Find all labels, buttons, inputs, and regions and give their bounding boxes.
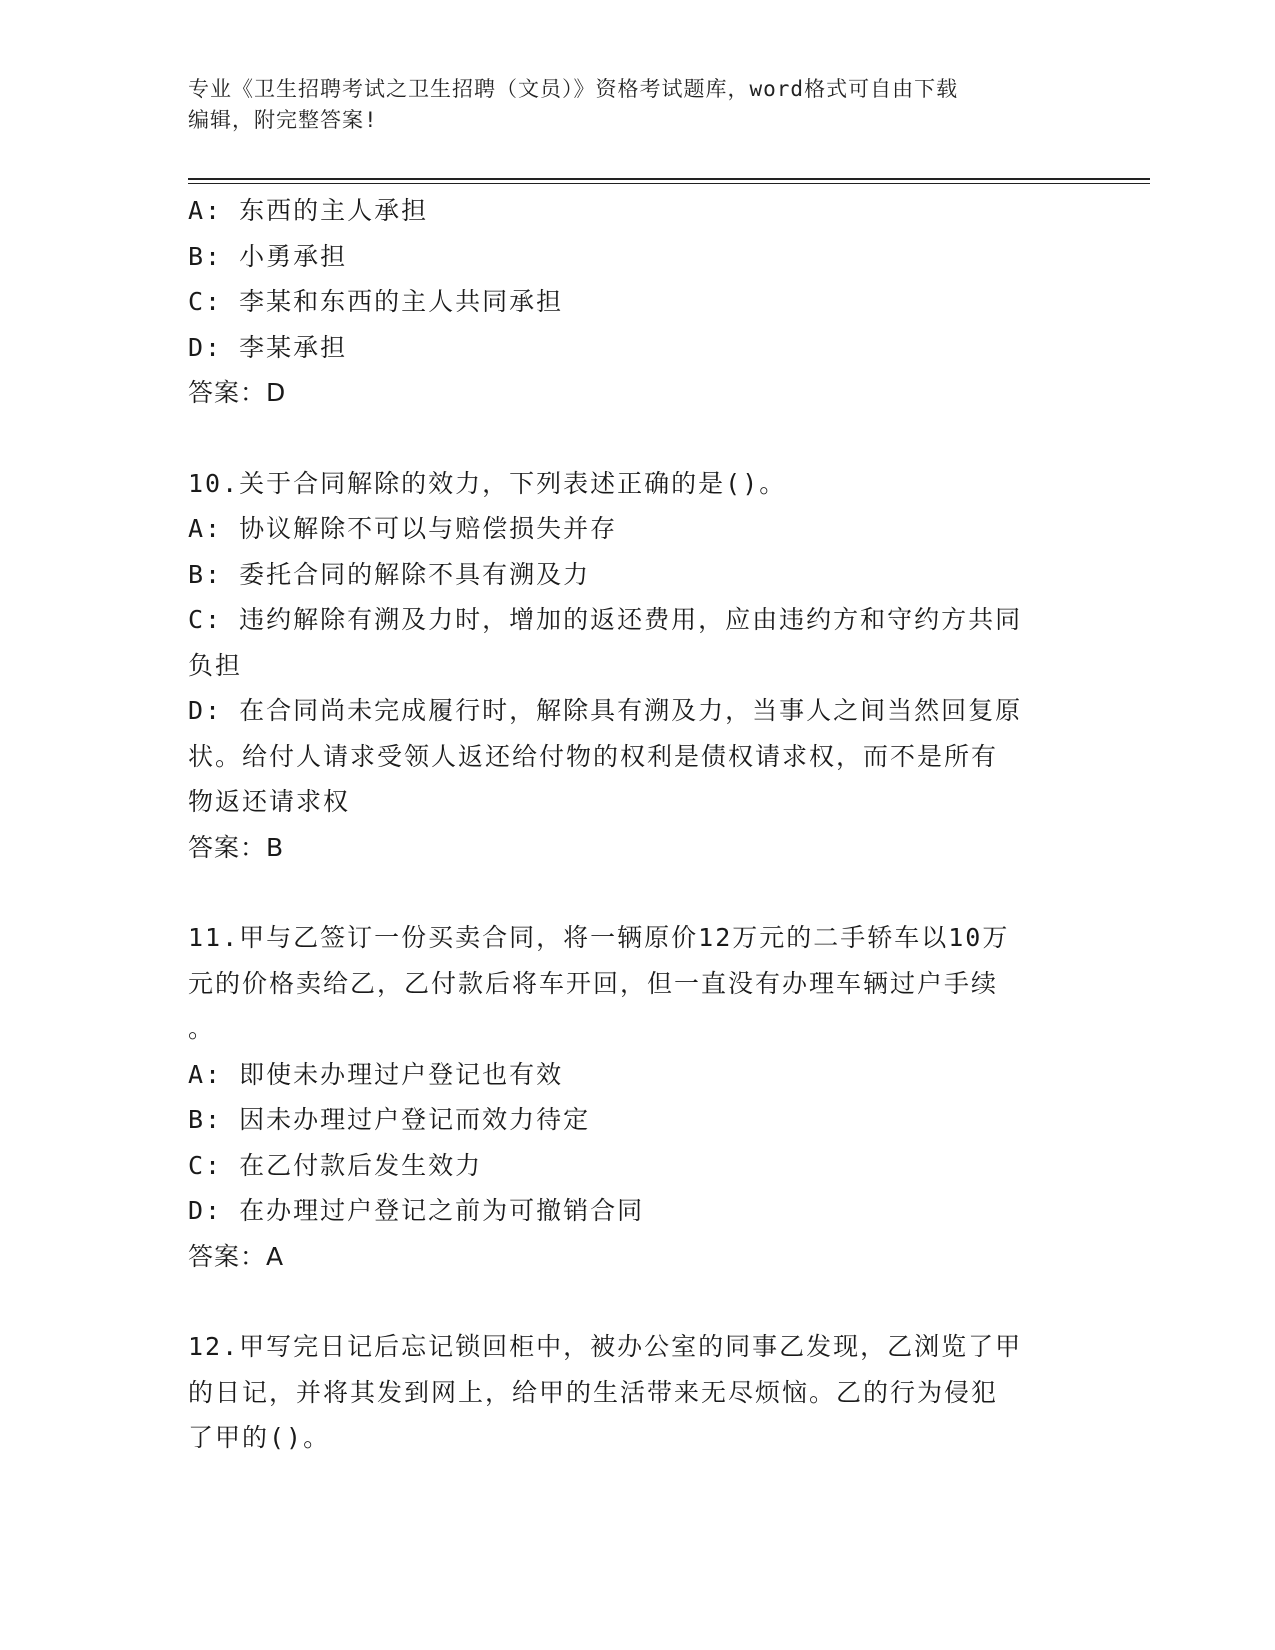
question-stem: 10.关于合同解除的效力，下列表述正确的是()。: [188, 468, 787, 498]
document-body: [188, 188, 1078, 1461]
spacer: [188, 416, 1078, 461]
document-header: [188, 74, 1068, 136]
option-d: D: 在办理过户登记之前为可撤销合同: [188, 1196, 645, 1225]
option-a: A: 即使未办理过户登记也有效: [188, 1059, 564, 1089]
option-b: B: 委托合同的解除不具有溯及力: [188, 559, 591, 589]
option-a: A: 协议解除不可以与赔偿损失并存: [188, 514, 618, 543]
option-c: C: 李某和东西的主人共同承担: [188, 287, 564, 316]
question-9: [188, 188, 1078, 416]
option-a: A: 东西的主人承担: [188, 196, 429, 225]
answer: 答案：A: [188, 1241, 285, 1271]
question-12: [188, 1324, 1078, 1461]
option-d-line-2: 状。给付人请求受领人返还给付物的权利是债权请求权，而不是所有: [188, 741, 999, 771]
option-c: C: 在乙付款后发生效力: [188, 1150, 483, 1180]
spacer: [188, 870, 1078, 915]
question-10: [188, 461, 1078, 871]
answer: 答案：B: [188, 832, 285, 862]
question-11: [188, 915, 1078, 1279]
answer: 答案：D: [188, 378, 287, 407]
option-d-line-1: D: 在合同尚未完成履行时，解除具有溯及力，当事人之间当然回复原: [188, 696, 1023, 725]
question-stem-line-2: 元的价格卖给乙，乙付款后将车开回，但一直没有办理车辆过户手续: [188, 968, 999, 998]
question-stem-line-1: 12.甲写完日记后忘记锁回柜中，被办公室的同事乙发现，乙浏览了甲: [188, 1332, 1023, 1361]
question-stem-line-3: 。: [188, 1014, 216, 1043]
option-d-line-3: 物返还请求权: [188, 787, 351, 816]
question-stem-line-1: 11.甲与乙签订一份买卖合同，将一辆原价12万元的二手轿车以10万: [188, 923, 1010, 952]
spacer: [188, 1279, 1078, 1324]
option-b: B: 小勇承担: [188, 241, 348, 271]
question-stem-line-2: 的日记，并将其发到网上，给甲的生活带来无尽烦恼。乙的行为侵犯: [188, 1377, 999, 1407]
header-line-2: 编辑，附完整答案!: [188, 108, 378, 132]
option-c-line-1: C: 违约解除有溯及力时，增加的返还费用，应由违约方和守约方共同: [188, 605, 1023, 634]
option-b: B: 因未办理过户登记而效力待定: [188, 1105, 591, 1134]
header-rule-thin: [188, 183, 1150, 184]
header-rule-thick: [188, 178, 1150, 180]
header-line-1: 专业《卫生招聘考试之卫生招聘（文员）》资格考试题库，word格式可自由下载: [188, 77, 959, 101]
option-c-line-2: 负担: [188, 650, 243, 680]
question-stem-line-3: 了甲的()。: [188, 1423, 331, 1452]
option-d: D: 李某承担: [188, 332, 348, 362]
